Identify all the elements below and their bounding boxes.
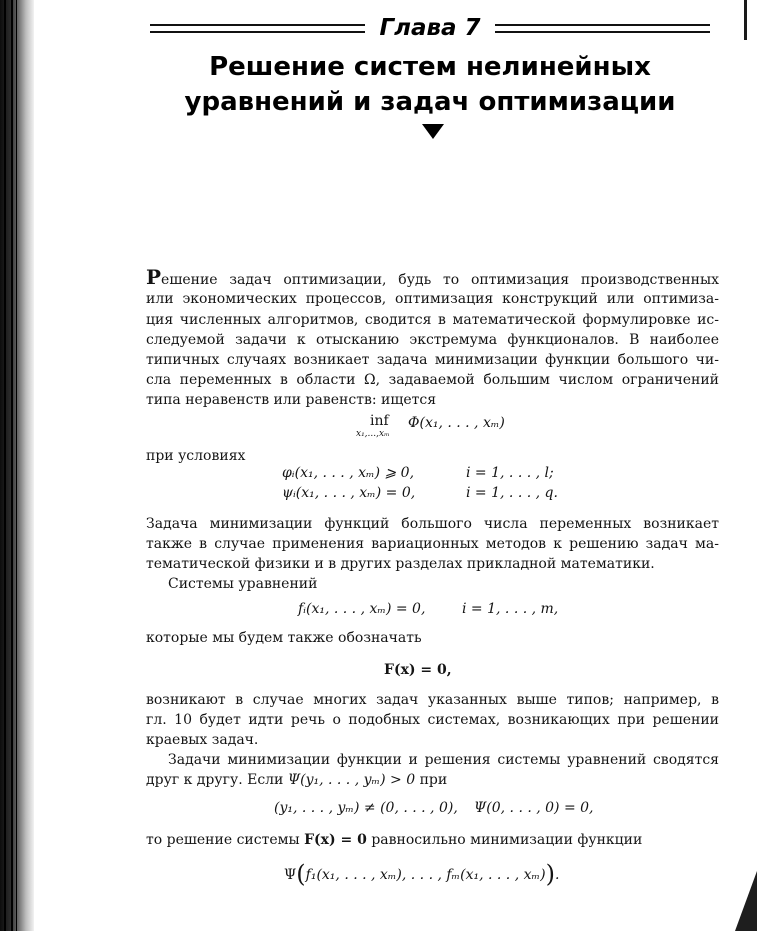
inf-expression: Φ(x₁, . . . , xₘ) (408, 415, 505, 431)
final-right-paren: ) (545, 860, 555, 888)
final-psi: Ψ (284, 867, 297, 883)
p1-line-4: следуемой задачи к отысканию экстремума функционалов. В наиболее (146, 332, 719, 348)
constraint-inequality-range: i = 1, . . . , l; (466, 465, 554, 481)
final-end: . (554, 867, 560, 883)
chapter-header (150, 8, 710, 48)
fx-inline-formula: F(x) = 0 (304, 832, 367, 848)
vector-equation (384, 660, 452, 680)
system-range: i = 1, . . . , m, (462, 601, 559, 617)
p1-line-3: ция численных алгоритмов, сводится в математической формулировке ис- (146, 312, 719, 328)
inf-symbol: inf (370, 413, 389, 429)
final-inner: f₁(x₁, . . . , xₘ), . . . , fₘ(x₁, . . . , xₘ) (305, 867, 546, 883)
chapter-label: Глава 7 (379, 15, 481, 41)
final-left-paren: ( (296, 860, 306, 888)
vector-equation-text: F(x) = 0, (384, 662, 452, 678)
scan-mark-right-top (744, 0, 747, 40)
p5-line-2-end: при (419, 772, 448, 788)
p1-line-1-text: ешение задач оптимизации, будь то оптимизация производственных (161, 272, 719, 288)
p3-line-1: Системы уравнений (168, 576, 318, 592)
system-equation: fᵢ(x₁, . . . , xₘ) = 0, (298, 601, 426, 617)
constraint-inequality: φᵢ(x₁, . . . , xₘ) ⩾ 0, (282, 465, 415, 481)
psi-condition-nonzero: (y₁, . . . , yₘ) ≠ (0, . . . , 0), (274, 800, 458, 816)
p5-line-2 (146, 770, 719, 790)
p3-line-2: которые мы будем также обозначать (146, 630, 422, 646)
p1-line-1 (146, 267, 719, 290)
p1-dropcap: Р (146, 265, 162, 289)
p5-line-1: Задачи минимизации функции и решения системы уравнений сводятся (168, 752, 719, 768)
psi-condition-zero: Ψ(0, . . . , 0) = 0, (474, 800, 594, 816)
p5-line-2-start: друг к другу. Если (146, 772, 284, 788)
constraint-equality: ψᵢ(x₁, . . . , xₘ) = 0, (282, 485, 416, 501)
final-formula (284, 860, 560, 888)
header-rule-left (150, 24, 365, 33)
p2-line-2: также в случае применения вариационных методов к решению задач ма- (146, 536, 719, 552)
scan-shadow-left (0, 0, 34, 931)
p4-line-2: гл. 10 будет идти речь о подобных системах, возникающих при решении (146, 712, 719, 728)
p1-line-2: или экономических процессов, оптимизация конструкций или оптимиза- (146, 291, 719, 307)
p1-line-5: типичных случаях возникает задача минимизации функции большого чи- (146, 352, 719, 368)
header-rule-right (495, 24, 710, 33)
p2-line-1: Задача минимизации функций большого числа переменных возникает (146, 516, 719, 532)
constraint-equality-range: i = 1, . . . , q. (466, 485, 558, 501)
p6-line-1-end: равносильно минимизации функции (371, 832, 643, 848)
p2-line-3: тематической физики и в других разделах прикладной математики. (146, 556, 655, 572)
p4-line-1: возникают в случае многих задач указанных выше типов; например, в (146, 692, 719, 708)
chapter-title (150, 50, 710, 120)
p6-line-1-start: то решение системы (146, 832, 300, 848)
psi-inline-formula: Ψ(y₁, . . . , yₘ) > 0 (287, 772, 416, 788)
scan-mark-right-bottom (735, 871, 757, 931)
conditions-label: при условиях (146, 448, 246, 464)
p6-line-1 (146, 830, 719, 850)
chapter-title-line-1: Решение систем нелинейных (209, 52, 651, 82)
p1-line-6: сла переменных в области Ω, задаваемой большим числом ограничений (146, 372, 719, 388)
inf-subscript: x₁,...,xₘ (356, 429, 390, 439)
down-triangle-icon (422, 124, 444, 139)
chapter-title-line-2: уравнений и задач оптимизации (184, 87, 676, 117)
p4-line-3: краевых задач. (146, 732, 259, 748)
p1-line-7: типа неравенств или равенств: ищется (146, 392, 437, 408)
